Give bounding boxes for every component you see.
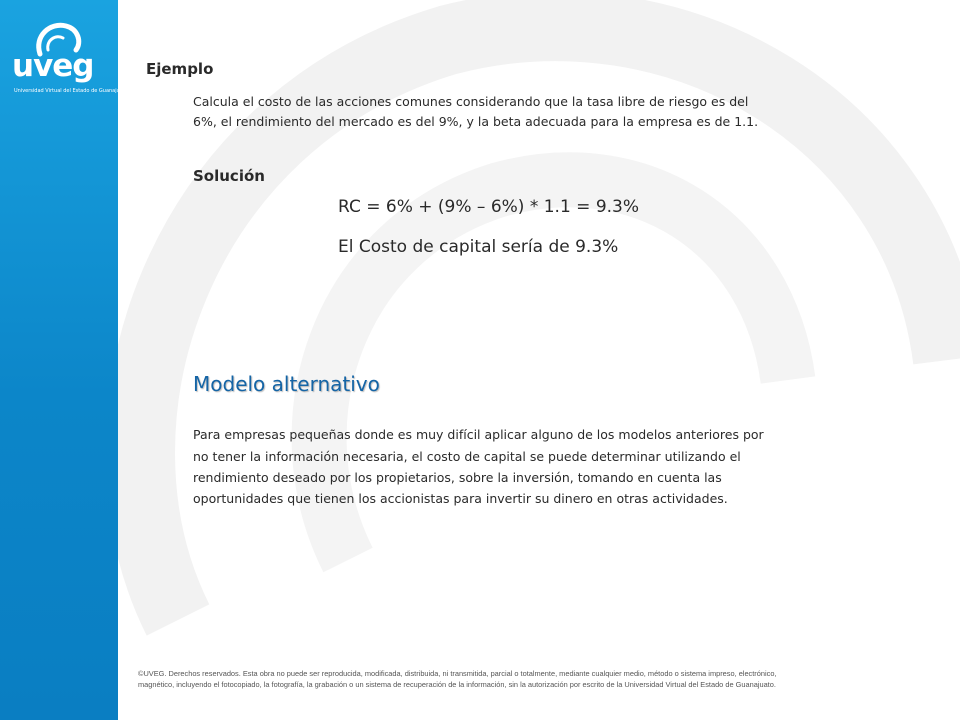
alternative-model-title: Modelo alternativo xyxy=(193,372,380,396)
alternative-text-line-3: rendimiento deseado por los propietarios, sobre la inversión, tomando en cuenta las xyxy=(193,470,722,485)
footer-line-1: ©UVEG. Derechos reservados. Esta obra no puede ser reproducida, modificada, distribuida, ni transmitida, parcial o totalmente, mediante cualquier medio, método o sistema impreso, electrónico, xyxy=(138,669,777,678)
alternative-text-line-1: Para empresas pequeñas donde es muy difícil aplicar alguno de los modelos anteriores por xyxy=(193,427,764,442)
logo-text: uveg xyxy=(12,48,94,84)
solution-heading: Solución xyxy=(193,167,265,185)
brand-sidebar xyxy=(0,0,128,720)
alternative-text-line-4: oportunidades que tienen los accionistas para invertir su dinero en otras actividades. xyxy=(193,491,728,506)
solution-result: El Costo de capital sería de 9.3% xyxy=(338,237,619,257)
logo-subtitle: Universidad Virtual del Estado de Guanajuato xyxy=(14,88,128,94)
example-heading: Ejemplo xyxy=(146,60,214,78)
solution-formula: RC = 6% + (9% – 6%) * 1.1 = 9.3% xyxy=(338,197,640,217)
copyright-footer xyxy=(138,669,898,690)
alternative-text-line-2: no tener la información necesaria, el costo de capital se puede determinar utilizando el xyxy=(193,449,741,464)
footer-line-2: magnético, incluyendo el fotocopiado, la fotografía, la grabación o un sistema de recuperación de la información, sin la autorización por escrito de la Universidad Virtual del Estado de Guanajuato. xyxy=(138,679,776,689)
example-text-line-1: Calcula el costo de las acciones comunes considerando que la tasa libre de riesgo es del xyxy=(193,94,749,109)
example-text-line-2: 6%, el rendimiento del mercado es del 9%, y la beta adecuada para la empresa es de 1.1. xyxy=(193,114,759,129)
